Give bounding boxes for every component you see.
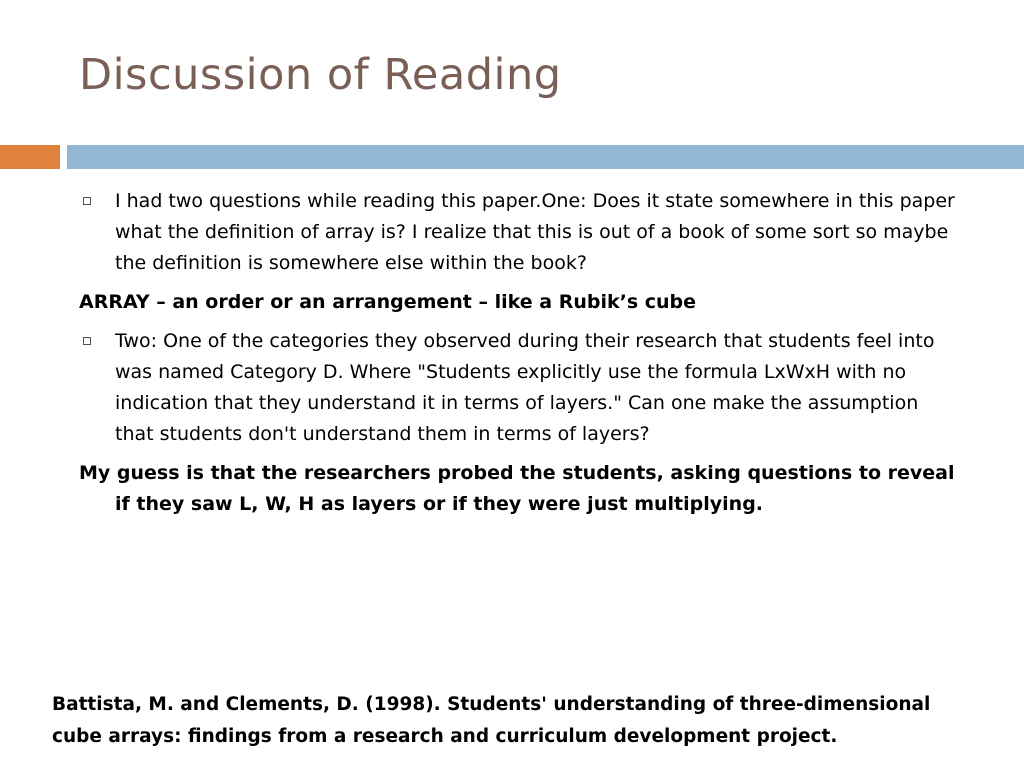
slide-title: Discussion of Reading: [79, 50, 562, 100]
title-accent-bar-orange: [0, 145, 60, 169]
question-one-text: I had two questions while reading this paper.One: Does it state somewhere in this paper what the definition of array is? I realize that this is out of a book of some sort so maybe the definition is somewhere else within the book?: [115, 190, 955, 274]
square-bullet-icon: [83, 197, 91, 205]
title-accent-bar-blue: [67, 145, 1024, 169]
array-definition: ARRAY – an order or an arrangement – like a Rubik’s cube: [79, 291, 697, 313]
square-bullet-icon: [83, 337, 91, 345]
question-two-text: Two: One of the categories they observed during their research that students feel into was named Category D. Where "Students explicitly use the formula LxWxH with no indication that they understand it in terms of layers." Can one make the assumption that students don't understand them in terms of layers?: [115, 330, 935, 445]
guess-statement: My guess is that the researchers probed the students, asking questions to reveal if they saw L, W, H as layers or if they were just multiplying.: [79, 462, 955, 515]
bullet-question-two: [79, 326, 959, 450]
slide-body: [79, 186, 959, 528]
bullet-question-one: [79, 186, 959, 279]
citation-reference: Battista, M. and Clements, D. (1998). Students' understanding of three-dimensional cube arrays: findings from a research and curriculum development project.: [52, 694, 931, 747]
